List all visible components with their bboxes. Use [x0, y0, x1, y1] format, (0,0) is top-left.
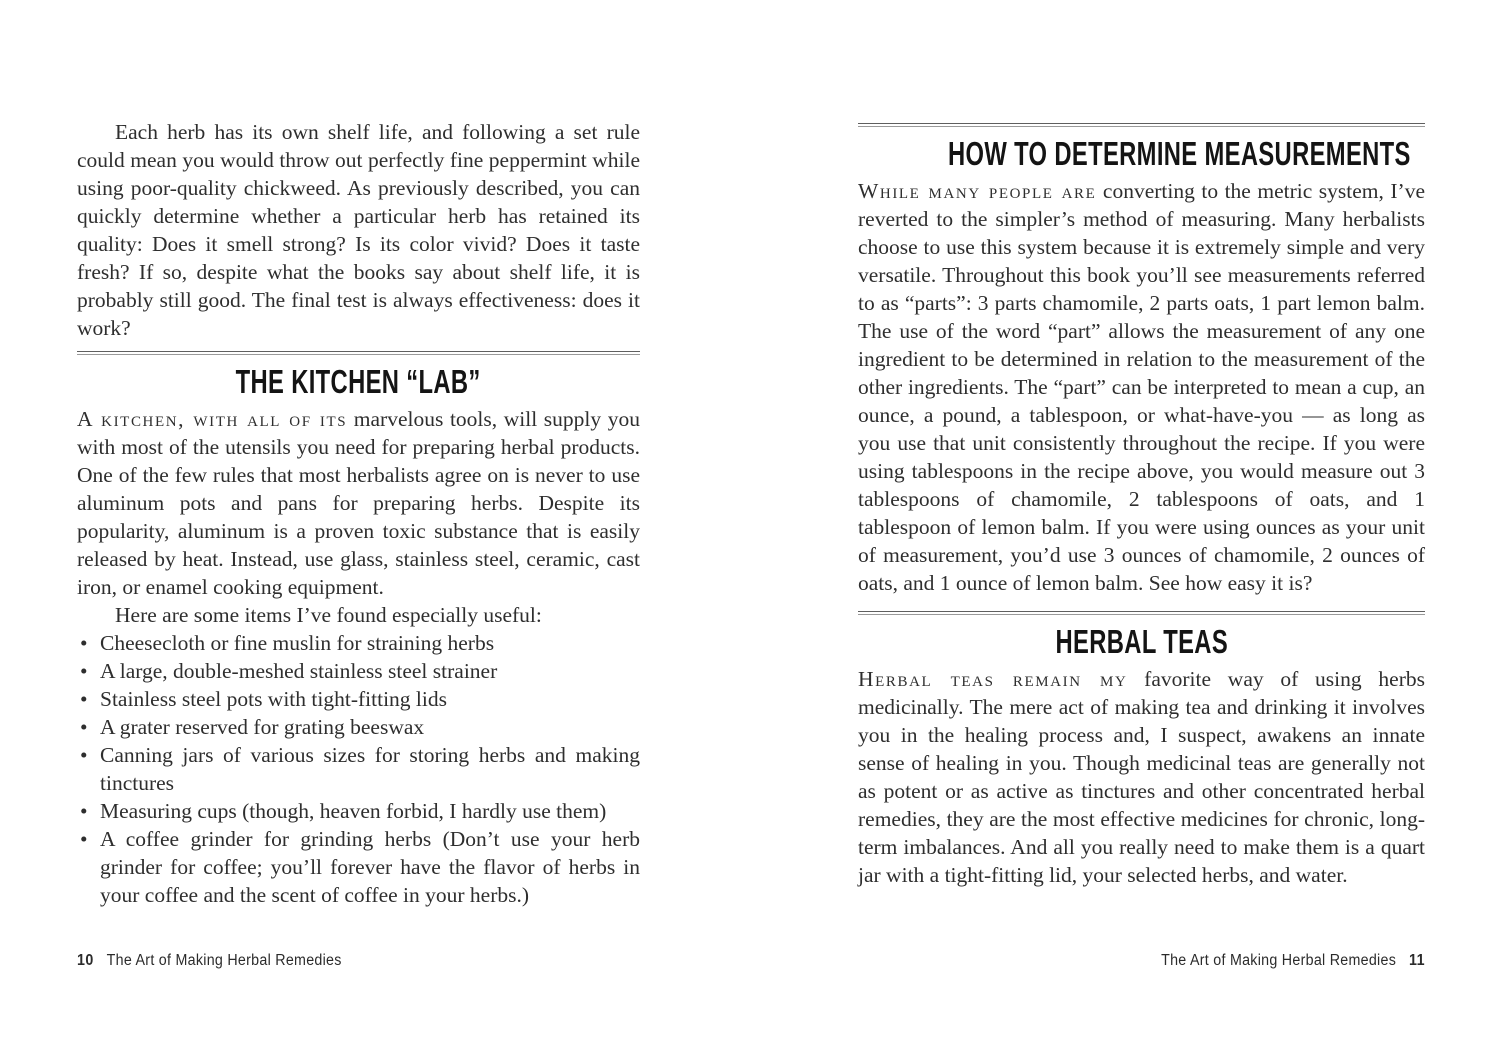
left-page-footer — [77, 952, 595, 970]
section-heading-measurements — [858, 134, 1425, 174]
top-margin — [858, 0, 1425, 123]
lead-smallcaps: While many people are — [858, 179, 1097, 203]
equipment-list — [77, 629, 640, 909]
paragraph-text: favorite way of using herbs medicinally. The mere act of making tea and drinking it involves you in the healing process and, I suspect, awakens an innate sense of healing in you. Though medicinal teas are generally not as potent or as active as tinctures and other concentrated herbal remedies, they are the most effective medicines for chronic, long-term imbalances. And all you really need to make them is a quart jar with a tight-fitting lid, your selected herbs, and water. — [858, 667, 1425, 887]
section-heading-text: HOW TO DETERMINE MEASUREMENTS — [947, 135, 1411, 172]
intro-paragraph: Each herb has its own shelf life, and following a set rule could mean you would throw out perfectly fine peppermint while using poor-quality chickweed. As previously described, you can quickly determine whether a particular herb has retained its quality: Does it smell strong? Is its color vivid? Does it taste fresh? If so, despite what the books say about shelf life, it is probably still good. The final test is always effectiveness: does it work? — [77, 120, 640, 340]
right-page-footer — [903, 952, 1425, 970]
list-item: • Canning jars of various sizes for storing herbs and making tinctures — [77, 741, 640, 797]
section-divider — [858, 611, 1425, 615]
section-heading-text: HERBAL TEAS — [1055, 623, 1228, 660]
left-page — [77, 0, 640, 1050]
paragraph-text: marvelous tools, will supply you with most of the utensils you need for preparing herbal products. One of the few rules that most herbalists agree on is never to use aluminum pots and pans for preparing herbs. Despite its popularity, aluminum is a proven toxic substance that is easily released by heat. Instead, use glass, stainless steel, ceramic, cast iron, or enamel cooking equipment. — [77, 407, 640, 599]
equipment-list-intro: Here are some items I’ve found especially useful: — [115, 603, 542, 627]
running-title: The Art of Making Herbal Remedies — [1161, 952, 1397, 969]
section-heading-kitchen-lab — [77, 362, 640, 402]
herbal-teas-paragraph — [858, 665, 1425, 889]
section-heading-text: THE KITCHEN “LAB” — [235, 363, 482, 400]
section-divider — [77, 351, 640, 355]
list-item: • A coffee grinder for grinding herbs (Don’t use your herb grinder for coffee; you’ll forever have the flavor of herbs in your coffee and the scent of coffee in your herbs.) — [77, 825, 640, 909]
top-margin — [77, 0, 640, 118]
running-title: The Art of Making Herbal Remedies — [106, 952, 342, 969]
list-item: • Cheesecloth or fine muslin for straining herbs — [77, 629, 640, 657]
page-number: 11 — [1409, 952, 1425, 969]
list-item: • A large, double-meshed stainless steel strainer — [77, 657, 640, 685]
list-item: • A grater reserved for grating beeswax — [77, 713, 640, 741]
section-heading-herbal-teas — [858, 622, 1425, 662]
list-item: • Measuring cups (though, heaven forbid, I hardly use them) — [77, 797, 640, 825]
measurements-paragraph — [858, 177, 1425, 597]
paragraph-text: converting to the metric system, I’ve reverted to the simpler’s method of measuring. Many herbalists choose to use this system because it is extremely simple and very versatile. Throughout this book you’ll see measurements referred to as “parts”: 3 parts chamomile, 2 parts oats, 1 part lemon balm. The use of the word “part” allows the measurement of any one ingredient to be determined in relation to the measurement of the other ingredients. The “part” can be interpreted to mean a cup, an ounce, a pound, a tablespoon, or what-have-you — as long as you use that unit consistently throughout the recipe. If you were using tablespoons in the recipe above, you would measure out 3 tablespoons of chamomile, 2 tablespoons of oats, and 1 tablespoon of lemon balm. If you were using ounces as your unit of measurement, you’d use 3 ounces of chamomile, 2 ounces of oats, and 1 ounce of lemon balm. See how easy it is? — [858, 179, 1425, 595]
list-item: • Stainless steel pots with tight-fitting lids — [77, 685, 640, 713]
kitchen-lab-paragraph — [77, 405, 640, 601]
page-number: 10 — [77, 952, 94, 969]
lead-smallcaps: Herbal teas remain my — [858, 667, 1128, 691]
right-page — [858, 0, 1425, 1050]
section-divider — [858, 123, 1425, 127]
lead-smallcaps: A kitchen, with all of its — [77, 407, 348, 431]
